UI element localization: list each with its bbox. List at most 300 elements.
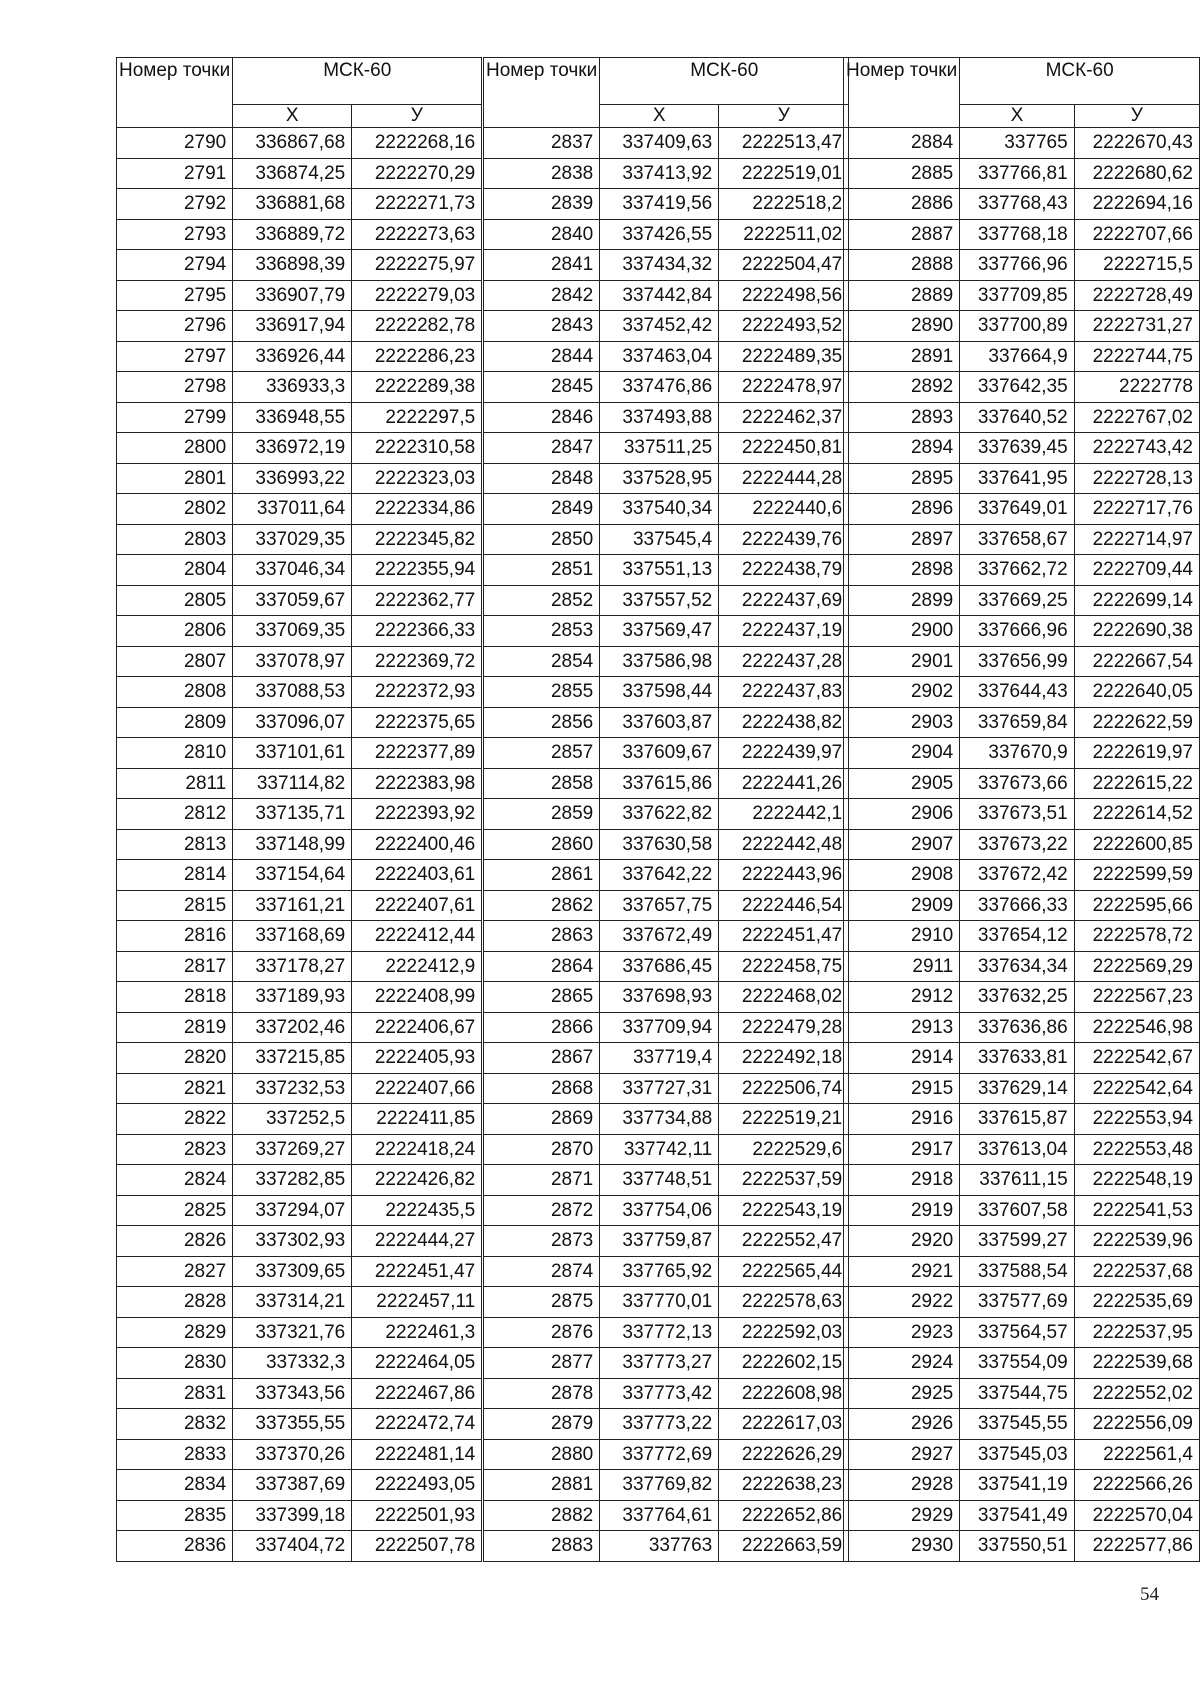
point-number-cell: 2798 <box>117 372 233 403</box>
table-row <box>844 341 1200 372</box>
point-number-cell: 2913 <box>844 1012 960 1043</box>
x-coordinate-cell: 336889,72 <box>233 219 352 250</box>
x-coordinate-cell: 337770,01 <box>600 1287 719 1318</box>
table-row <box>117 738 482 769</box>
coordinate-system-header: МСК-60 <box>960 58 1200 105</box>
point-number-cell: 2915 <box>844 1073 960 1104</box>
table-row <box>484 555 849 586</box>
y-coordinate-cell: 2222323,03 <box>352 463 482 494</box>
table-row <box>484 433 849 464</box>
table-row <box>117 372 482 403</box>
point-number-cell: 2905 <box>844 768 960 799</box>
table-row <box>117 189 482 220</box>
point-number-cell: 2917 <box>844 1134 960 1165</box>
table-row <box>844 1134 1200 1165</box>
y-coordinate-cell: 2222717,76 <box>1074 494 1199 525</box>
x-coordinate-cell: 337426,55 <box>600 219 719 250</box>
y-coordinate-cell: 2222542,67 <box>1074 1043 1199 1074</box>
x-coordinate-cell: 337069,35 <box>233 616 352 647</box>
point-number-cell: 2866 <box>484 1012 600 1043</box>
table-row <box>484 524 849 555</box>
point-number-cell: 2832 <box>117 1409 233 1440</box>
x-coordinate-cell: 337719,4 <box>600 1043 719 1074</box>
point-number-cell: 2813 <box>117 829 233 860</box>
table-row <box>117 890 482 921</box>
y-coordinate-cell: 2222377,89 <box>352 738 482 769</box>
table-row <box>484 585 849 616</box>
y-coordinate-cell: 2222437,28 <box>719 646 849 677</box>
table-row <box>844 1287 1200 1318</box>
table-row <box>844 402 1200 433</box>
y-coordinate-cell: 2222707,66 <box>1074 219 1199 250</box>
y-coordinate-cell: 2222518,2 <box>719 189 849 220</box>
y-coordinate-cell: 2222426,82 <box>352 1165 482 1196</box>
coordinates-table-3 <box>843 57 1200 1562</box>
y-coordinate-cell: 2222619,97 <box>1074 738 1199 769</box>
y-coordinate-cell: 2222345,82 <box>352 524 482 555</box>
x-coordinate-cell: 337658,67 <box>960 524 1074 555</box>
point-number-cell: 2854 <box>484 646 600 677</box>
point-number-cell: 2797 <box>117 341 233 372</box>
table-row <box>117 1470 482 1501</box>
y-coordinate-cell: 2222529,6 <box>719 1134 849 1165</box>
x-coordinate-cell: 337528,95 <box>600 463 719 494</box>
x-coordinate-cell: 337387,69 <box>233 1470 352 1501</box>
x-coordinate-cell: 337404,72 <box>233 1531 352 1562</box>
point-number-cell: 2891 <box>844 341 960 372</box>
y-coordinate-cell: 2222622,59 <box>1074 707 1199 738</box>
point-number-cell: 2842 <box>484 280 600 311</box>
point-number-cell: 2829 <box>117 1317 233 1348</box>
table-row <box>844 219 1200 250</box>
y-coordinate-cell: 2222467,86 <box>352 1378 482 1409</box>
y-coordinate-cell: 2222268,16 <box>352 128 482 159</box>
x-coordinate-cell: 337544,75 <box>960 1378 1074 1409</box>
point-number-cell: 2924 <box>844 1348 960 1379</box>
x-coordinate-cell: 337046,34 <box>233 555 352 586</box>
point-number-cell: 2799 <box>117 402 233 433</box>
point-number-cell: 2870 <box>484 1134 600 1165</box>
table-row <box>844 1073 1200 1104</box>
x-coordinate-cell: 337642,35 <box>960 372 1074 403</box>
table-row <box>484 860 849 891</box>
table-row <box>484 341 849 372</box>
x-coordinate-cell: 337615,87 <box>960 1104 1074 1135</box>
point-number-cell: 2850 <box>484 524 600 555</box>
x-coordinate-cell: 337161,21 <box>233 890 352 921</box>
table-row <box>484 1287 849 1318</box>
table-row <box>844 1348 1200 1379</box>
point-number-cell: 2878 <box>484 1378 600 1409</box>
x-coordinate-cell: 337709,94 <box>600 1012 719 1043</box>
table-row <box>484 1500 849 1531</box>
y-coordinate-cell: 2222744,75 <box>1074 341 1199 372</box>
table-row <box>484 463 849 494</box>
table-row <box>484 1073 849 1104</box>
y-coordinate-cell: 2222599,59 <box>1074 860 1199 891</box>
x-coordinate-cell: 337630,58 <box>600 829 719 860</box>
y-coordinate-cell: 2222570,04 <box>1074 1500 1199 1531</box>
y-coordinate-cell: 2222667,54 <box>1074 646 1199 677</box>
table-row <box>844 982 1200 1013</box>
x-coordinate-cell: 337662,72 <box>960 555 1074 586</box>
x-coordinate-cell: 337644,43 <box>960 677 1074 708</box>
point-number-cell: 2839 <box>484 189 600 220</box>
table-row <box>844 158 1200 189</box>
x-coordinate-cell: 337419,56 <box>600 189 719 220</box>
y-coordinate-cell: 2222577,86 <box>1074 1531 1199 1562</box>
point-number-cell: 2888 <box>844 250 960 281</box>
x-coordinate-cell: 337700,89 <box>960 311 1074 342</box>
point-number-cell: 2851 <box>484 555 600 586</box>
x-coordinate-cell: 337321,76 <box>233 1317 352 1348</box>
y-coordinate-cell: 2222412,44 <box>352 921 482 952</box>
table-row <box>484 1226 849 1257</box>
point-number-cell: 2877 <box>484 1348 600 1379</box>
y-coordinate-cell: 2222608,98 <box>719 1378 849 1409</box>
point-number-cell: 2825 <box>117 1195 233 1226</box>
point-number-cell: 2909 <box>844 890 960 921</box>
point-number-cell: 2826 <box>117 1226 233 1257</box>
table-row <box>844 1012 1200 1043</box>
y-coordinate-cell: 2222393,92 <box>352 799 482 830</box>
point-number-cell: 2806 <box>117 616 233 647</box>
y-coordinate-cell: 2222493,52 <box>719 311 849 342</box>
x-coordinate-cell: 337088,53 <box>233 677 352 708</box>
table-row <box>844 768 1200 799</box>
x-coordinate-cell: 337541,49 <box>960 1500 1074 1531</box>
y-coordinate-cell: 2222638,23 <box>719 1470 849 1501</box>
x-coordinate-cell: 337399,18 <box>233 1500 352 1531</box>
x-coordinate-cell: 337666,33 <box>960 890 1074 921</box>
point-number-cell: 2862 <box>484 890 600 921</box>
table-row <box>117 1531 482 1562</box>
point-number-cell: 2865 <box>484 982 600 1013</box>
x-coordinate-cell: 337640,52 <box>960 402 1074 433</box>
point-number-cell: 2845 <box>484 372 600 403</box>
x-coordinate-cell: 337577,69 <box>960 1287 1074 1318</box>
table-row <box>484 402 849 433</box>
y-coordinate-cell: 2222714,97 <box>1074 524 1199 555</box>
x-coordinate-cell: 337511,25 <box>600 433 719 464</box>
table-row <box>844 1226 1200 1257</box>
y-coordinate-cell: 2222728,49 <box>1074 280 1199 311</box>
point-number-cell: 2860 <box>484 829 600 860</box>
y-coordinate-cell: 2222468,02 <box>719 982 849 1013</box>
x-coordinate-cell: 337059,67 <box>233 585 352 616</box>
point-number-cell: 2879 <box>484 1409 600 1440</box>
point-number-cell: 2912 <box>844 982 960 1013</box>
table-row <box>844 555 1200 586</box>
point-number-cell: 2836 <box>117 1531 233 1562</box>
table-row <box>844 250 1200 281</box>
table-row <box>844 128 1200 159</box>
y-coordinate-cell: 2222369,72 <box>352 646 482 677</box>
x-coordinate-cell: 337669,25 <box>960 585 1074 616</box>
table-row <box>484 128 849 159</box>
y-coordinate-cell: 2222578,72 <box>1074 921 1199 952</box>
y-coordinate-cell: 2222652,86 <box>719 1500 849 1531</box>
point-number-cell: 2930 <box>844 1531 960 1562</box>
table-row <box>844 524 1200 555</box>
y-coordinate-cell: 2222614,52 <box>1074 799 1199 830</box>
point-number-cell: 2838 <box>484 158 600 189</box>
x-coordinate-cell: 336867,68 <box>233 128 352 159</box>
x-coordinate-cell: 337463,04 <box>600 341 719 372</box>
x-coordinate-cell: 337554,09 <box>960 1348 1074 1379</box>
table-row <box>117 1226 482 1257</box>
table-row <box>844 616 1200 647</box>
point-number-cell: 2861 <box>484 860 600 891</box>
x-coordinate-cell: 336993,22 <box>233 463 352 494</box>
point-number-cell: 2864 <box>484 951 600 982</box>
y-coordinate-cell: 2222542,64 <box>1074 1073 1199 1104</box>
point-number-cell: 2856 <box>484 707 600 738</box>
point-number-cell: 2801 <box>117 463 233 494</box>
point-number-cell: 2802 <box>117 494 233 525</box>
y-coordinate-cell: 2222437,83 <box>719 677 849 708</box>
x-coordinate-cell: 337282,85 <box>233 1165 352 1196</box>
table-row <box>844 372 1200 403</box>
y-coordinate-cell: 2222537,59 <box>719 1165 849 1196</box>
table-row <box>117 677 482 708</box>
point-number-cell: 2886 <box>844 189 960 220</box>
point-number-cell: 2793 <box>117 219 233 250</box>
point-number-cell: 2808 <box>117 677 233 708</box>
x-coordinate-cell: 337773,42 <box>600 1378 719 1409</box>
x-coordinate-cell: 337409,63 <box>600 128 719 159</box>
y-coordinate-cell: 2222537,68 <box>1074 1256 1199 1287</box>
x-coordinate-cell: 336917,94 <box>233 311 352 342</box>
x-coordinate-cell: 337742,11 <box>600 1134 719 1165</box>
y-coordinate-cell: 2222680,62 <box>1074 158 1199 189</box>
point-number-cell: 2918 <box>844 1165 960 1196</box>
x-column-header: Х <box>600 105 719 128</box>
y-coordinate-cell: 2222334,86 <box>352 494 482 525</box>
y-coordinate-cell: 2222492,18 <box>719 1043 849 1074</box>
table-row <box>117 1073 482 1104</box>
y-coordinate-cell: 2222553,94 <box>1074 1104 1199 1135</box>
table-row <box>484 707 849 738</box>
point-number-cell: 2849 <box>484 494 600 525</box>
table-row <box>484 616 849 647</box>
point-number-cell: 2896 <box>844 494 960 525</box>
x-coordinate-cell: 337607,58 <box>960 1195 1074 1226</box>
table-row <box>844 1317 1200 1348</box>
table-row <box>844 1104 1200 1135</box>
x-coordinate-cell: 337569,47 <box>600 616 719 647</box>
y-coordinate-cell: 2222362,77 <box>352 585 482 616</box>
x-coordinate-cell: 337673,51 <box>960 799 1074 830</box>
x-coordinate-cell: 337766,96 <box>960 250 1074 281</box>
point-number-cell: 2895 <box>844 463 960 494</box>
y-coordinate-cell: 2222553,48 <box>1074 1134 1199 1165</box>
y-coordinate-cell: 2222567,23 <box>1074 982 1199 1013</box>
point-number-cell: 2881 <box>484 1470 600 1501</box>
point-number-cell: 2863 <box>484 921 600 952</box>
x-coordinate-cell: 337586,98 <box>600 646 719 677</box>
y-coordinate-cell: 2222519,01 <box>719 158 849 189</box>
point-number-cell: 2894 <box>844 433 960 464</box>
coordinate-system-header: МСК-60 <box>233 58 482 105</box>
point-number-cell: 2823 <box>117 1134 233 1165</box>
y-coordinate-cell: 2222444,28 <box>719 463 849 494</box>
y-coordinate-cell: 2222556,09 <box>1074 1409 1199 1440</box>
y-coordinate-cell: 2222670,43 <box>1074 128 1199 159</box>
y-coordinate-cell: 2222506,74 <box>719 1073 849 1104</box>
table-row <box>484 158 849 189</box>
x-coordinate-cell: 336874,25 <box>233 158 352 189</box>
point-number-cell: 2923 <box>844 1317 960 1348</box>
table-row <box>117 402 482 433</box>
y-coordinate-cell: 2222690,38 <box>1074 616 1199 647</box>
table-row <box>117 250 482 281</box>
x-coordinate-cell: 336898,39 <box>233 250 352 281</box>
x-coordinate-cell: 337302,93 <box>233 1226 352 1257</box>
y-coordinate-cell: 2222778 <box>1074 372 1199 403</box>
point-number-cell: 2914 <box>844 1043 960 1074</box>
y-coordinate-cell: 2222407,61 <box>352 890 482 921</box>
y-coordinate-cell: 2222541,53 <box>1074 1195 1199 1226</box>
x-coordinate-cell: 337641,95 <box>960 463 1074 494</box>
table-row <box>844 890 1200 921</box>
x-coordinate-cell: 337734,88 <box>600 1104 719 1135</box>
point-number-cell: 2874 <box>484 1256 600 1287</box>
table-row <box>844 585 1200 616</box>
table-row <box>484 1439 849 1470</box>
y-coordinate-cell: 2222565,44 <box>719 1256 849 1287</box>
x-coordinate-cell: 337252,5 <box>233 1104 352 1135</box>
x-coordinate-cell: 337545,03 <box>960 1439 1074 1470</box>
x-coordinate-cell: 337673,22 <box>960 829 1074 860</box>
table-row <box>844 1439 1200 1470</box>
point-number-cell: 2847 <box>484 433 600 464</box>
x-coordinate-cell: 336948,55 <box>233 402 352 433</box>
table-row <box>484 921 849 952</box>
y-coordinate-cell: 2222743,42 <box>1074 433 1199 464</box>
y-coordinate-cell: 2222507,78 <box>352 1531 482 1562</box>
x-coordinate-cell: 337011,64 <box>233 494 352 525</box>
point-number-cell: 2819 <box>117 1012 233 1043</box>
x-coordinate-cell: 337332,3 <box>233 1348 352 1379</box>
y-column-header: У <box>1074 105 1199 128</box>
y-coordinate-cell: 2222403,61 <box>352 860 482 891</box>
table-row <box>484 829 849 860</box>
point-number-cell: 2844 <box>484 341 600 372</box>
x-coordinate-cell: 337657,75 <box>600 890 719 921</box>
y-coordinate-cell: 2222355,94 <box>352 555 482 586</box>
point-number-cell: 2875 <box>484 1287 600 1318</box>
x-coordinate-cell: 337314,21 <box>233 1287 352 1318</box>
y-coordinate-cell: 2222537,95 <box>1074 1317 1199 1348</box>
table-row <box>844 1531 1200 1562</box>
point-number-cell: 2890 <box>844 311 960 342</box>
x-coordinate-cell: 337634,34 <box>960 951 1074 982</box>
point-number-cell: 2882 <box>484 1500 600 1531</box>
point-number-cell: 2872 <box>484 1195 600 1226</box>
x-coordinate-cell: 337654,12 <box>960 921 1074 952</box>
x-coordinate-cell: 337564,57 <box>960 1317 1074 1348</box>
x-coordinate-cell: 337540,34 <box>600 494 719 525</box>
point-number-header: Номер точки <box>117 58 233 128</box>
y-coordinate-cell: 2222464,05 <box>352 1348 482 1379</box>
point-number-cell: 2898 <box>844 555 960 586</box>
table-row <box>484 951 849 982</box>
x-coordinate-cell: 337294,07 <box>233 1195 352 1226</box>
table-row <box>844 860 1200 891</box>
table-row <box>484 768 849 799</box>
point-number-cell: 2804 <box>117 555 233 586</box>
x-coordinate-cell: 337355,55 <box>233 1409 352 1440</box>
x-coordinate-cell: 337154,64 <box>233 860 352 891</box>
y-coordinate-cell: 2222444,27 <box>352 1226 482 1257</box>
x-coordinate-cell: 337598,44 <box>600 677 719 708</box>
point-number-cell: 2828 <box>117 1287 233 1318</box>
table-row <box>844 738 1200 769</box>
table-row <box>484 1195 849 1226</box>
point-number-cell: 2816 <box>117 921 233 952</box>
table-row <box>484 799 849 830</box>
y-coordinate-cell: 2222663,59 <box>719 1531 849 1562</box>
y-coordinate-cell: 2222458,75 <box>719 951 849 982</box>
table-row <box>117 982 482 1013</box>
table-row <box>484 1256 849 1287</box>
x-coordinate-cell: 337476,86 <box>600 372 719 403</box>
y-coordinate-cell: 2222366,33 <box>352 616 482 647</box>
x-coordinate-cell: 337727,31 <box>600 1073 719 1104</box>
table-row <box>844 1409 1200 1440</box>
y-coordinate-cell: 2222600,85 <box>1074 829 1199 860</box>
x-coordinate-cell: 337609,67 <box>600 738 719 769</box>
point-number-cell: 2859 <box>484 799 600 830</box>
table-row <box>844 921 1200 952</box>
table-row <box>117 1287 482 1318</box>
x-coordinate-cell: 337114,82 <box>233 768 352 799</box>
x-coordinate-cell: 337673,66 <box>960 768 1074 799</box>
x-coordinate-cell: 337649,01 <box>960 494 1074 525</box>
y-coordinate-cell: 2222451,47 <box>719 921 849 952</box>
point-number-cell: 2821 <box>117 1073 233 1104</box>
y-coordinate-cell: 2222271,73 <box>352 189 482 220</box>
table-row <box>117 1317 482 1348</box>
x-coordinate-cell: 337202,46 <box>233 1012 352 1043</box>
table-row <box>117 128 482 159</box>
x-coordinate-cell: 337615,86 <box>600 768 719 799</box>
x-coordinate-cell: 337748,51 <box>600 1165 719 1196</box>
page-number: 54 <box>1140 1584 1159 1605</box>
y-coordinate-cell: 2222535,69 <box>1074 1287 1199 1318</box>
y-coordinate-cell: 2222694,16 <box>1074 189 1199 220</box>
x-coordinate-cell: 337763 <box>600 1531 719 1562</box>
point-number-header: Номер точки <box>844 58 960 128</box>
point-number-cell: 2925 <box>844 1378 960 1409</box>
table-row <box>117 555 482 586</box>
point-number-cell: 2817 <box>117 951 233 982</box>
x-coordinate-cell: 337215,85 <box>233 1043 352 1074</box>
point-number-cell: 2880 <box>484 1439 600 1470</box>
point-number-cell: 2867 <box>484 1043 600 1074</box>
x-column-header: Х <box>960 105 1074 128</box>
y-coordinate-cell: 2222548,19 <box>1074 1165 1199 1196</box>
point-number-cell: 2810 <box>117 738 233 769</box>
x-coordinate-cell: 337759,87 <box>600 1226 719 1257</box>
table-row <box>844 1195 1200 1226</box>
table-row <box>484 1348 849 1379</box>
point-number-cell: 2873 <box>484 1226 600 1257</box>
x-coordinate-cell: 337541,19 <box>960 1470 1074 1501</box>
y-coordinate-cell: 2222566,26 <box>1074 1470 1199 1501</box>
y-coordinate-cell: 2222461,3 <box>352 1317 482 1348</box>
